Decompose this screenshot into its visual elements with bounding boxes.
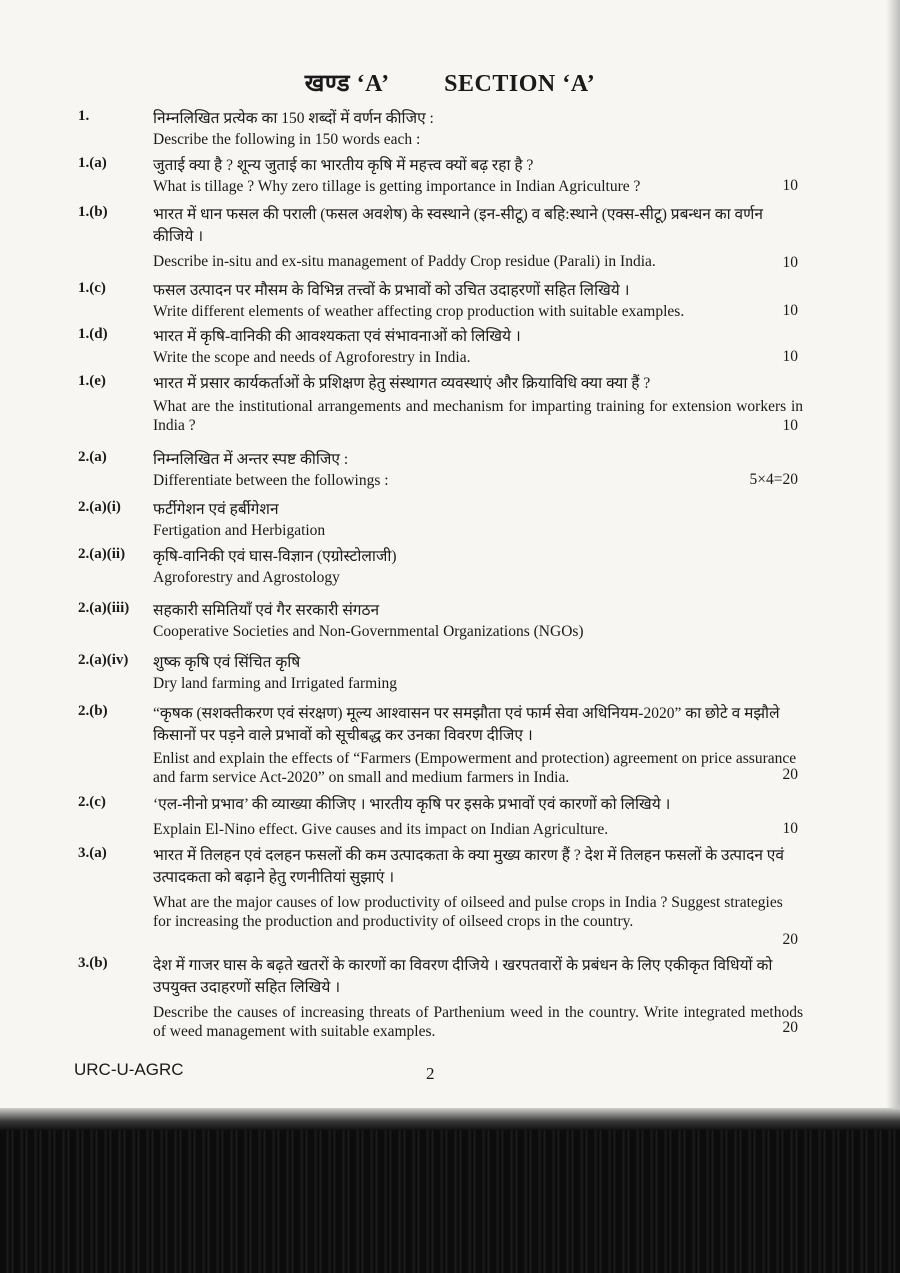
question-hindi: ‘एल-नीनो प्रभाव’ की व्याख्या कीजिए । भारतीय कृषि पर इसके प्रभावों एवं कारणों को लिखिये । xyxy=(153,796,671,813)
question-hindi: देश में गाजर घास के बढ़ते खतरों के कारणों का विवरण दीजिये । खरपतवारों के प्रबंधन के लिए एकीकृत विधियों को उपयुक्त उदाहरणों सहित लिखिये । xyxy=(153,957,773,996)
question-number: 3.(b) xyxy=(78,955,108,971)
question-english: Explain El-Nino effect. Give causes and its impact on Indian Agriculture. xyxy=(153,821,609,838)
question-marks: 10 xyxy=(782,177,798,194)
question-number: 2.(a)(iii) xyxy=(78,600,130,616)
question-hindi: सहकारी समितियाँ एवं गैर सरकारी संगठन xyxy=(153,602,380,619)
question-number: 3.(a) xyxy=(78,845,107,861)
question-body xyxy=(153,794,803,839)
question-body xyxy=(153,652,798,693)
question-hindi: भारत में प्रसार कार्यकर्ताओं के प्रशिक्षण हेतु संस्थागत व्यवस्थाएं और क्रियाविधि क्या क्या हैं ? xyxy=(153,375,651,392)
question-number: 2.(c) xyxy=(78,794,106,810)
question-english: Fertigation and Herbigation xyxy=(153,522,326,539)
question-body xyxy=(153,280,798,321)
question-hindi: निम्नलिखित में अन्तर स्पष्ट कीजिए : xyxy=(153,451,349,468)
section-heading-hindi: खण्ड ‘A’ xyxy=(304,71,390,97)
question-number: 1. xyxy=(78,108,90,124)
question-hindi: निम्नलिखित प्रत्येक का 150 शब्दों में वर्णन कीजिए : xyxy=(153,110,434,127)
question-marks: 10 xyxy=(782,820,798,837)
question-marks: 10 xyxy=(782,254,798,271)
question-body xyxy=(153,600,798,641)
question-number: 2.(a)(i) xyxy=(78,499,121,515)
question-number: 2.(a)(ii) xyxy=(78,546,126,562)
question-body xyxy=(153,204,798,271)
question-english: Dry land farming and Irrigated farming xyxy=(153,675,398,692)
scanner-background xyxy=(0,1108,900,1273)
question-hindi: फर्टीगेशन एवं हर्बीगेशन xyxy=(153,501,279,518)
question-body xyxy=(153,326,798,367)
question-number: 1.(e) xyxy=(78,373,106,389)
question-number: 2.(a) xyxy=(78,449,107,465)
question-number: 1.(c) xyxy=(78,280,106,296)
question-body xyxy=(153,373,803,435)
question-body xyxy=(153,845,803,931)
question-marks: 10 xyxy=(782,417,798,434)
question-english: What are the institutional arrangements and mechanism for imparting training for extension workers in India ? xyxy=(153,398,803,434)
question-hindi: “कृषक (सशक्तीकरण एवं संरक्षण) मूल्य आश्वासन पर समझौता एवं फार्म सेवा अधिनियम-2020” का छोटे व मझौले किसानों पर पड़ने वाले प्रभावों को सूचीबद्ध कर उनका विवरण दीजिए । xyxy=(153,705,780,744)
question-number: 2.(a)(iv) xyxy=(78,652,129,668)
question-english: Cooperative Societies and Non-Governmental Organizations (NGOs) xyxy=(153,623,584,640)
question-english: Describe in-situ and ex-situ management of Paddy Crop residue (Parali) in India. xyxy=(153,253,656,270)
question-hindi: शुष्क कृषि एवं सिंचित कृषि xyxy=(153,654,301,671)
page-number: 2 xyxy=(426,1064,435,1083)
page-edge-shadow xyxy=(886,0,900,1118)
question-hindi: भारत में कृषि-वानिकी की आवश्यकता एवं संभावनाओं को लिखिये । xyxy=(153,328,521,345)
question-body xyxy=(153,955,803,1041)
question-english: Agroforestry and Agrostology xyxy=(153,569,340,586)
question-number: 1.(b) xyxy=(78,204,108,220)
question-english: What are the major causes of low productivity of oilseed and pulse crops in India ? Suggest strategies for increasing the production and productivity of oilseed crops in the country. xyxy=(153,894,783,930)
question-body xyxy=(153,108,798,149)
question-english: Write different elements of weather affecting crop production with suitable examples. xyxy=(153,303,685,320)
section-heading-english: SECTION ‘A’ xyxy=(444,71,596,97)
question-english: Describe the causes of increasing threats of Parthenium weed in the country. Write integrated methods of weed management with suitable examples. xyxy=(153,1004,803,1040)
question-marks: 20 xyxy=(782,931,798,948)
paper-code: URC-U-AGRC xyxy=(74,1060,184,1079)
question-english: Enlist and explain the effects of “Farmers (Empowerment and protection) agreement on price assurance and farm service Act-2020” on small and medium farmers in India. xyxy=(153,750,797,786)
question-english: Write the scope and needs of Agroforestry in India. xyxy=(153,349,471,366)
question-english: Differentiate between the followings : xyxy=(153,472,389,489)
question-marks: 10 xyxy=(782,302,798,319)
question-english: What is tillage ? Why zero tillage is getting importance in Indian Agriculture ? xyxy=(153,178,641,195)
question-body xyxy=(153,546,798,587)
question-hindi: भारत में धान फसल की पराली (फसल अवशेष) के स्वस्थाने (इन-सीटू) व बहि:स्थाने (एक्स-सीटू) प्रबन्धन का वर्णन कीजिये । xyxy=(153,206,763,245)
question-number: 2.(b) xyxy=(78,703,108,719)
question-body xyxy=(153,449,798,490)
question-marks: 20 xyxy=(782,1019,798,1036)
question-english: Describe the following in 150 words each : xyxy=(153,131,421,148)
question-number: 1.(d) xyxy=(78,326,108,342)
question-marks: 5×4=20 xyxy=(749,471,798,488)
question-body xyxy=(153,155,798,196)
question-body xyxy=(153,499,798,540)
question-body xyxy=(153,703,803,787)
section-heading xyxy=(0,66,900,99)
question-hindi: भारत में तिलहन एवं दलहन फसलों की कम उत्पादकता के क्या मुख्य कारण हैं ? देश में तिलहन फसलों के उत्पादन एवं उत्पादकता को बढ़ाने हेतु रणनीतियां सुझाएं । xyxy=(153,847,784,886)
question-hindi: कृषि-वानिकी एवं घास-विज्ञान (एग्रोस्टोलाजी) xyxy=(153,548,397,565)
question-hindi: फसल उत्पादन पर मौसम के विभिन्न तत्त्वों के प्रभावों को उचित उदाहरणों सहित लिखिये । xyxy=(153,282,630,299)
question-number: 1.(a) xyxy=(78,155,107,171)
question-marks: 10 xyxy=(782,348,798,365)
question-marks: 20 xyxy=(782,766,798,783)
question-hindi: जुताई क्या है ? शून्य जुताई का भारतीय कृषि में महत्त्व क्यों बढ़ रहा है ? xyxy=(153,157,534,174)
